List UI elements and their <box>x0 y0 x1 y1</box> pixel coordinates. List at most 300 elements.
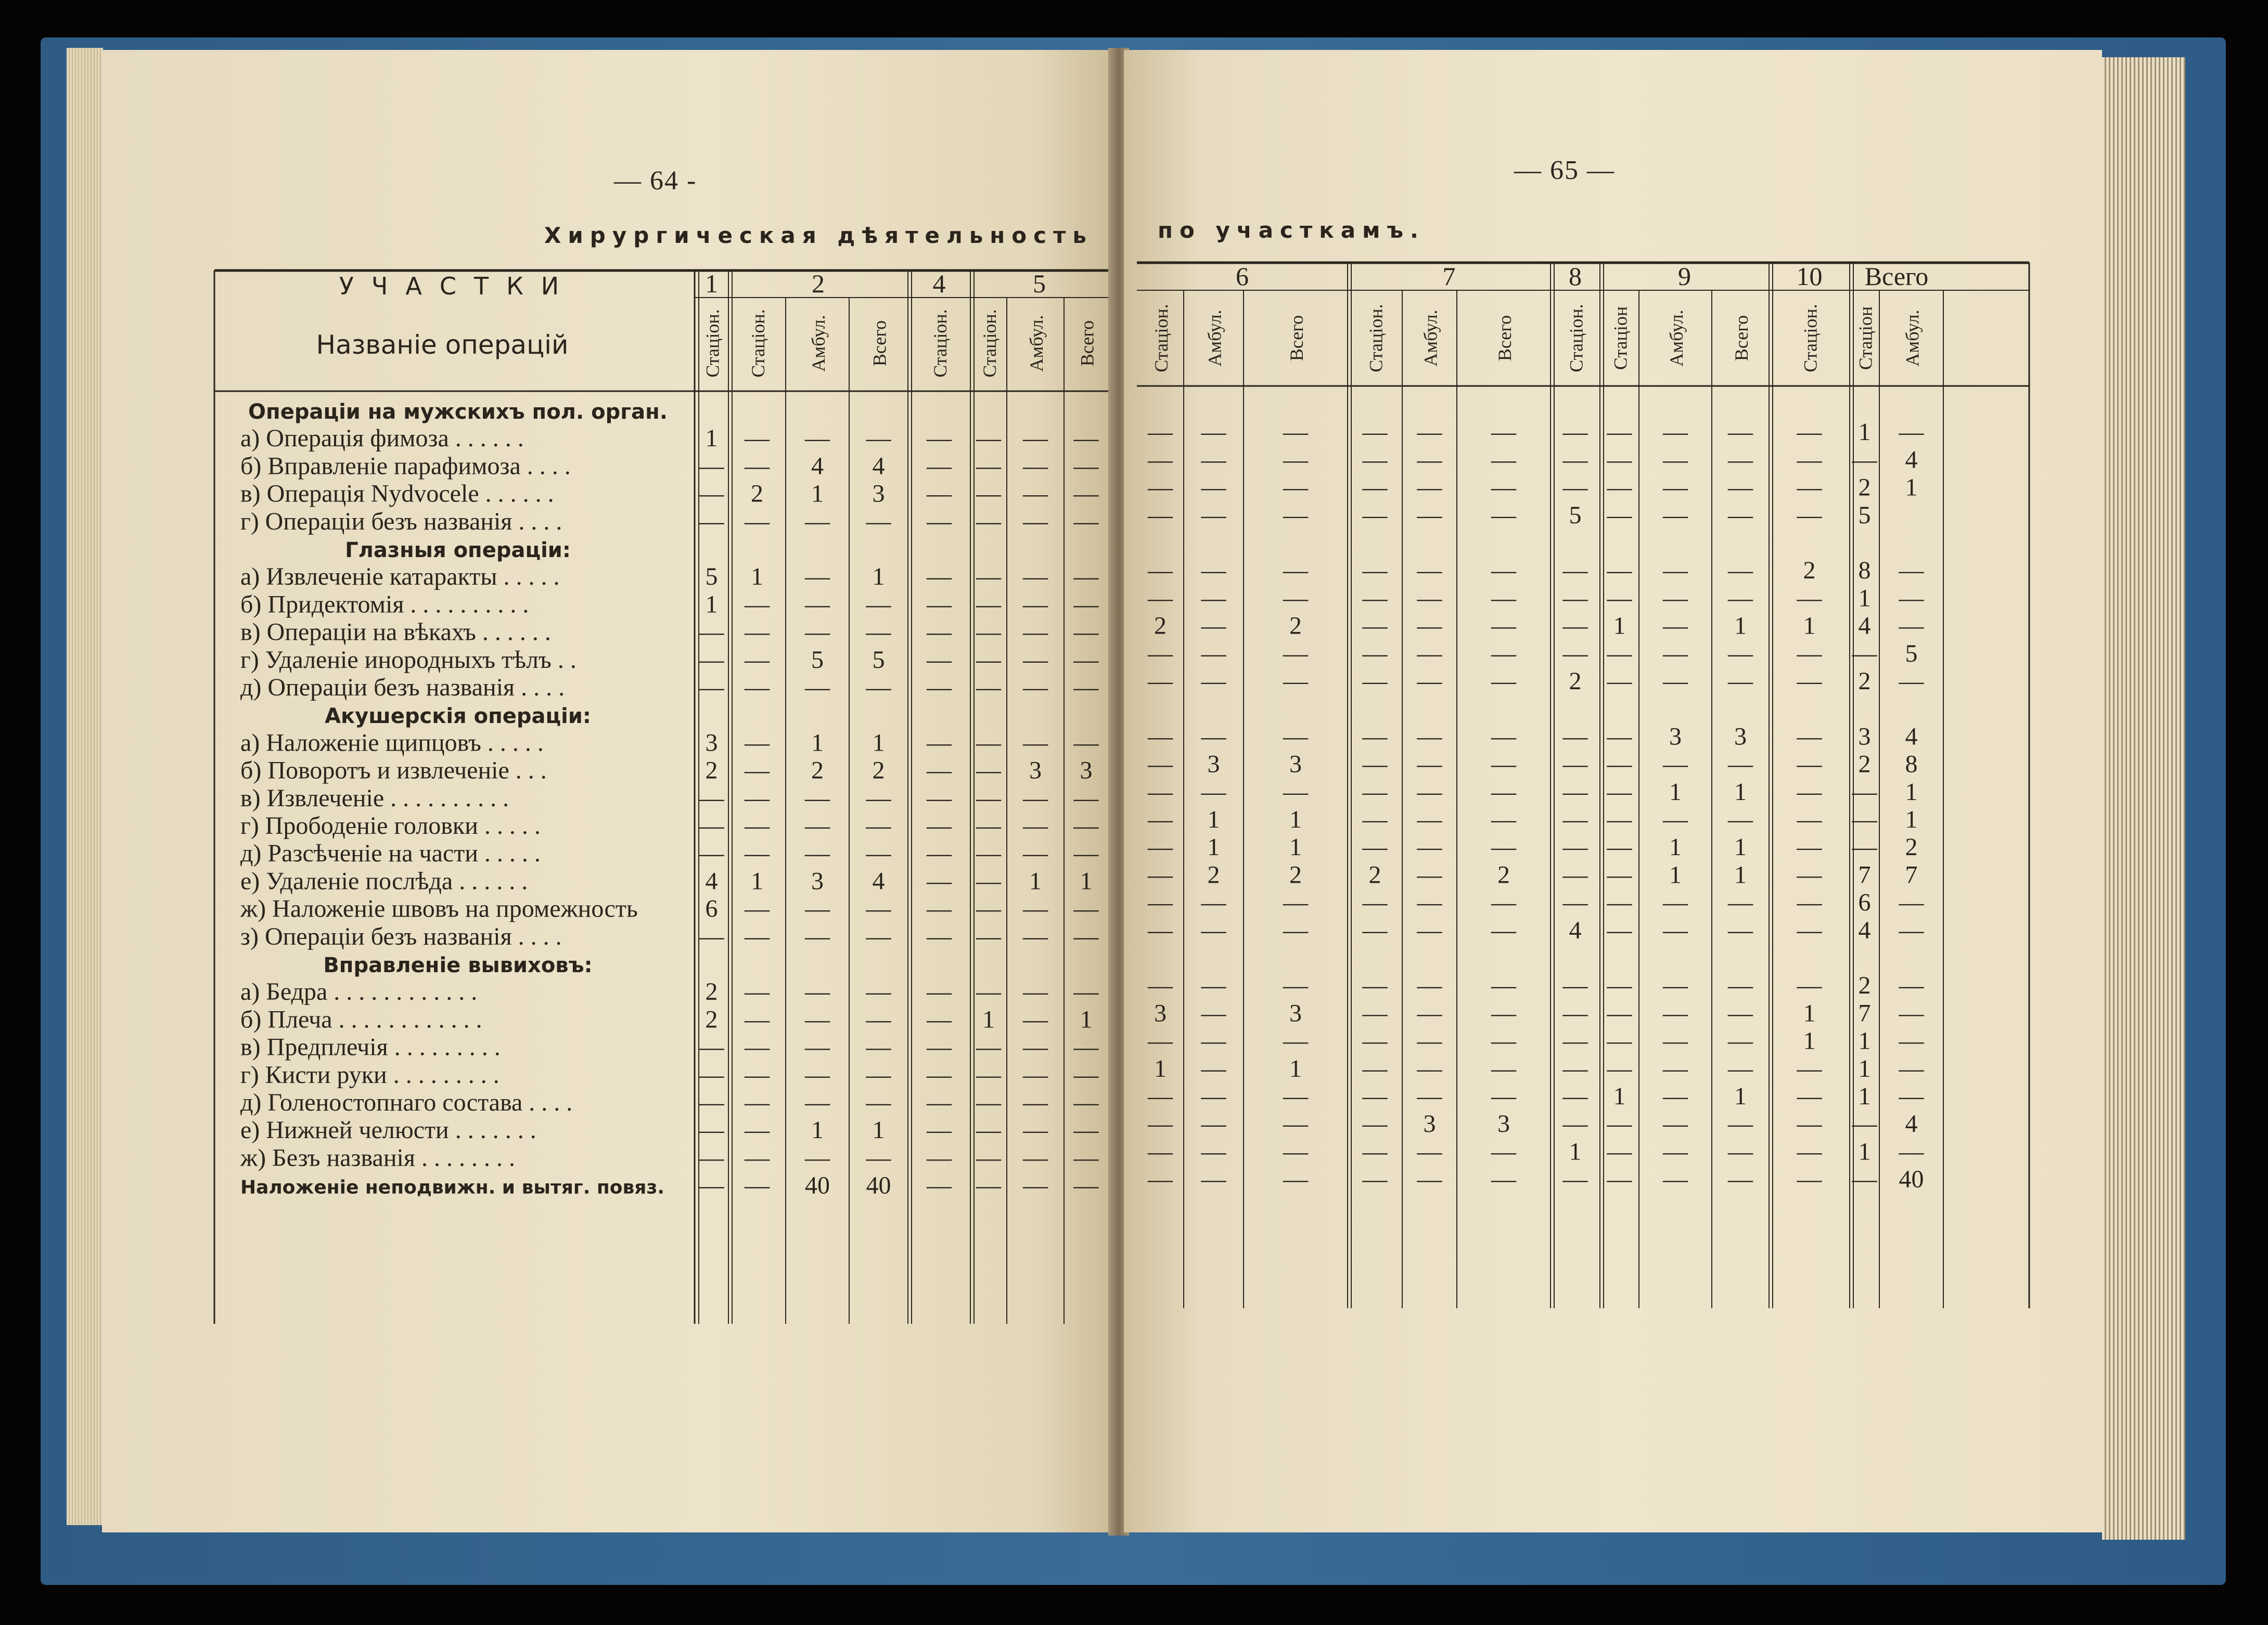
table-cell: — <box>805 424 830 453</box>
table-cell: — <box>1073 452 1099 480</box>
table-cell: — <box>1023 784 1048 812</box>
table-cell: — <box>1073 507 1099 535</box>
table-cell: — <box>1607 1138 1632 1166</box>
table-cell: — <box>1023 424 1048 453</box>
subcolumn-header-right: Всего <box>1494 315 1515 362</box>
table-cell: — <box>866 1061 891 1089</box>
table-cell: — <box>866 812 891 840</box>
table-cell: — <box>805 1089 830 1116</box>
row-label: г) Операціи безъ названія . . . . <box>240 507 562 535</box>
table-cell: — <box>805 1061 830 1089</box>
table-cell: — <box>1023 978 1048 1006</box>
table-cell: — <box>976 480 1001 508</box>
table-cell: 2 <box>705 1005 718 1034</box>
table-cell: — <box>976 867 1001 895</box>
group-header-right: 8 <box>1569 262 1582 291</box>
table-cell: — <box>1797 1082 1822 1110</box>
table-cell: — <box>1417 584 1442 612</box>
table-cell: — <box>1562 778 1588 806</box>
table-cell: — <box>976 452 1001 480</box>
table-cell: — <box>927 840 952 868</box>
table-cell: — <box>1797 1138 1822 1166</box>
subcolumn-header-right: Стаціон <box>1855 306 1876 370</box>
table-cell: 4 <box>705 867 718 895</box>
table-cell: — <box>1562 418 1588 446</box>
table-cell: 1 <box>811 729 824 757</box>
table-cell: — <box>1491 473 1516 501</box>
table-cell: — <box>1663 584 1688 612</box>
table-cell: — <box>1283 778 1308 806</box>
table-cell: 2 <box>1858 972 1871 1000</box>
table-cell: — <box>1073 674 1099 701</box>
subcolumn-header-left: Стаціон. <box>930 309 951 378</box>
table-cell: — <box>1023 1171 1048 1200</box>
table-cell: — <box>1852 1110 1877 1138</box>
table-cell: — <box>1148 1138 1173 1166</box>
table-cell: — <box>1607 1110 1632 1138</box>
table-cell: — <box>927 1171 952 1200</box>
table-cell: — <box>1663 1027 1688 1055</box>
table-cell: — <box>1362 612 1388 640</box>
row-label: е) Нижней челюсти . . . . . . . <box>240 1116 536 1144</box>
table-cell: 1 <box>1029 867 1042 895</box>
table-cell: — <box>1728 446 1753 474</box>
row-label: ж) Наложеніе швовъ на промежность <box>240 895 638 923</box>
table-cell: 4 <box>811 452 824 480</box>
table-cell: — <box>1148 723 1173 751</box>
table-cell: — <box>1491 888 1516 917</box>
subcolumn-header-left: Амбул. <box>808 315 829 372</box>
table-cell: — <box>1417 972 1442 1000</box>
table-cell: — <box>1417 667 1442 695</box>
table-cell: 4 <box>1569 916 1582 944</box>
table-cell: 1 <box>1154 1054 1167 1082</box>
table-cell: — <box>1362 999 1388 1027</box>
table-cell: — <box>745 812 770 840</box>
table-cell: — <box>1663 888 1688 917</box>
table-cell: 1 <box>811 1116 824 1144</box>
table-cell: 5 <box>1569 501 1582 529</box>
table-cell: 4 <box>1858 916 1871 944</box>
table-cell: — <box>1607 723 1632 751</box>
corner-header-bottom: Названіе операцій <box>316 330 569 360</box>
table-cell: — <box>1201 1110 1226 1138</box>
subcolumn-header-left: Всего <box>1077 320 1098 367</box>
table-cell: — <box>1663 916 1688 944</box>
row-label: д) Голеностопнаго состава . . . . <box>240 1089 573 1116</box>
table-cell: 4 <box>872 867 885 895</box>
table-cell: 1 <box>705 590 718 618</box>
right-page-number: — 65 — <box>1514 156 1615 185</box>
table-cell: — <box>1607 639 1632 667</box>
table-cell: — <box>1562 1027 1588 1055</box>
table-cell: 6 <box>705 895 718 923</box>
table-cell: — <box>699 480 724 508</box>
table-cell: 1 <box>1734 861 1747 889</box>
table-cell: — <box>1148 1110 1173 1138</box>
table-cell: — <box>1023 922 1048 950</box>
table-cell: — <box>927 1144 952 1172</box>
table-cell: — <box>1417 999 1442 1027</box>
table-cell: — <box>1607 473 1632 501</box>
table-cell: — <box>927 452 952 480</box>
table-cell: — <box>866 590 891 618</box>
table-cell: 4 <box>1905 1110 1918 1138</box>
table-cell: 1 <box>872 563 885 591</box>
table-cell: — <box>1562 1165 1588 1193</box>
row-label: в) Извлеченіе . . . . . . . . . . <box>240 784 509 812</box>
table-cell: — <box>1201 418 1226 446</box>
table-cell: — <box>1562 861 1588 889</box>
table-cell: — <box>1663 1138 1688 1166</box>
table-cell: — <box>1148 557 1173 585</box>
table-cell: 1 <box>1858 418 1871 446</box>
table-cell: — <box>1362 833 1388 861</box>
table-cell: — <box>927 1116 952 1144</box>
table-cell: — <box>1023 618 1048 646</box>
table-cell: — <box>927 563 952 591</box>
table-cell: — <box>976 756 1001 784</box>
table-cell: — <box>927 756 952 784</box>
table-cell: — <box>1362 418 1388 446</box>
table-cell: — <box>805 784 830 812</box>
table-cell: — <box>805 507 830 535</box>
table-cell: 1 <box>1803 1027 1816 1055</box>
table-cell: — <box>745 424 770 453</box>
table-cell: — <box>1797 473 1822 501</box>
table-cell: 2 <box>1858 473 1871 501</box>
table-cell: — <box>1797 584 1822 612</box>
table-cell: — <box>1417 1054 1442 1082</box>
table-cell: 1 <box>1289 833 1302 861</box>
table-cell: 3 <box>1734 723 1747 751</box>
table-cell: — <box>1148 446 1173 474</box>
table-cell: — <box>1899 916 1924 944</box>
table-cell: 2 <box>1289 861 1302 889</box>
table-cell: — <box>699 618 724 646</box>
table-cell: — <box>1023 1089 1048 1116</box>
table-cell: — <box>1023 480 1048 508</box>
table-cell: — <box>1562 612 1588 640</box>
table-cell: — <box>1491 916 1516 944</box>
table-cell: — <box>1023 563 1048 591</box>
table-cell: — <box>1607 972 1632 1000</box>
table-cell: — <box>1491 806 1516 833</box>
table-cell: — <box>1148 806 1173 833</box>
table-cell: 40 <box>866 1171 891 1200</box>
group-header-right: 9 <box>1678 262 1691 291</box>
section-heading: Акушерскія операціи: <box>325 704 591 729</box>
table-cell: — <box>1201 1138 1226 1166</box>
table-cell: — <box>1663 806 1688 833</box>
table-cell: — <box>1491 833 1516 861</box>
table-cell: — <box>1362 639 1388 667</box>
table-cell: — <box>1607 1165 1632 1193</box>
table-cell: — <box>1201 612 1226 640</box>
table-cell: — <box>1852 446 1877 474</box>
table-cell: — <box>1562 1110 1588 1138</box>
table-cell: — <box>1562 1082 1588 1110</box>
subcolumn-header-right: Амбул. <box>1902 309 1923 367</box>
table-cell: — <box>1607 861 1632 889</box>
table-cell: — <box>1728 750 1753 778</box>
row-label: а) Бедра . . . . . . . . . . . . <box>240 978 478 1006</box>
table-cell: — <box>1797 723 1822 751</box>
table-cell: — <box>1728 972 1753 1000</box>
table-cell: — <box>1899 1082 1924 1110</box>
table-cell: — <box>976 1033 1001 1061</box>
table-cell: — <box>1562 750 1588 778</box>
table-cell: — <box>1607 557 1632 585</box>
table-cell: 7 <box>1858 861 1871 889</box>
table-cell: — <box>1607 916 1632 944</box>
table-cell: — <box>805 922 830 950</box>
table-cell: — <box>745 729 770 757</box>
table-cell: — <box>1362 473 1388 501</box>
table-cell: — <box>1491 667 1516 695</box>
table-cell: — <box>805 1005 830 1034</box>
table-cell: — <box>1562 999 1588 1027</box>
table-cell: 3 <box>811 867 824 895</box>
table-cell: — <box>1023 507 1048 535</box>
table-cell: — <box>699 1061 724 1089</box>
table-cell: — <box>1417 1165 1442 1193</box>
left-page-title: Хирургическая дѣятельность <box>544 223 1093 248</box>
table-cell: — <box>866 618 891 646</box>
table-cell: 1 <box>1669 861 1682 889</box>
subcolumn-header-right: Амбул. <box>1204 309 1225 367</box>
table-cell: 2 <box>1569 667 1582 695</box>
table-cell: — <box>699 1089 724 1116</box>
table-cell: — <box>1283 418 1308 446</box>
table-cell: 8 <box>1858 557 1871 585</box>
table-cell: — <box>1362 972 1388 1000</box>
table-cell: — <box>1201 1165 1226 1193</box>
table-cell: — <box>745 1089 770 1116</box>
table-cell: — <box>745 507 770 535</box>
table-cell: 1 <box>1858 1027 1871 1055</box>
row-label: а) Операція фимоза . . . . . . <box>240 424 524 453</box>
table-cell: — <box>805 812 830 840</box>
row-label: а) Извлеченіе катаракты . . . . . <box>240 563 560 591</box>
table-cell: — <box>1491 584 1516 612</box>
table-cell: 5 <box>811 646 824 674</box>
table-cell: — <box>1201 557 1226 585</box>
table-cell: — <box>1201 916 1226 944</box>
table-cell: — <box>1797 778 1822 806</box>
table-cell: — <box>1663 639 1688 667</box>
table-cell: — <box>1148 861 1173 889</box>
table-cell: — <box>1023 1033 1048 1061</box>
table-cell: — <box>866 1033 891 1061</box>
table-cell: — <box>699 674 724 701</box>
table-cell: — <box>927 480 952 508</box>
row-label: д) Разсѣченіе на части . . . . . <box>240 840 541 868</box>
table-cell: — <box>1023 452 1048 480</box>
table-cell: — <box>805 618 830 646</box>
table-cell: — <box>699 922 724 950</box>
table-cell: — <box>1417 1082 1442 1110</box>
table-cell: — <box>1362 557 1388 585</box>
table-cell: — <box>1023 895 1048 923</box>
table-cell: — <box>745 756 770 784</box>
section-heading: Вправленіе вывиховъ: <box>323 953 593 977</box>
table-cell: — <box>1797 972 1822 1000</box>
table-cell: — <box>1562 446 1588 474</box>
table-cell: 1 <box>705 424 718 453</box>
table-cell: — <box>1562 1054 1588 1082</box>
table-cell: 40 <box>1899 1165 1924 1193</box>
table-cell: — <box>1491 446 1516 474</box>
table-cell: — <box>1283 667 1308 695</box>
table-cell: — <box>699 507 724 535</box>
row-label: з) Операціи безъ названія . . . . <box>240 922 562 950</box>
table-cell: — <box>1562 639 1588 667</box>
table-cell: — <box>1899 1138 1924 1166</box>
table-cell: — <box>1201 888 1226 917</box>
group-header-left: 4 <box>932 269 946 298</box>
table-cell: — <box>1417 473 1442 501</box>
table-cell: — <box>1899 1027 1924 1055</box>
table-cell: 2 <box>1207 861 1220 889</box>
table-cell: — <box>1491 1054 1516 1082</box>
table-cell: — <box>1728 418 1753 446</box>
row-label: а) Наложеніе щипцовъ . . . . . <box>240 729 544 757</box>
table-cell: 5 <box>1905 639 1918 667</box>
table-cell: 7 <box>1858 999 1871 1027</box>
table-cell: — <box>805 1033 830 1061</box>
table-cell: — <box>1073 1144 1099 1172</box>
table-cell: — <box>699 812 724 840</box>
table-cell: — <box>1417 861 1442 889</box>
table-cell: 1 <box>1858 1138 1871 1166</box>
table-cell: — <box>1417 639 1442 667</box>
table-cell: — <box>1201 1082 1226 1110</box>
row-label: б) Вправленіе парафимоза . . . . <box>240 452 571 480</box>
table-cell: — <box>745 674 770 701</box>
table-cell: — <box>927 1005 952 1034</box>
table-cell: — <box>976 507 1001 535</box>
table-cell: — <box>745 590 770 618</box>
table-cell: — <box>745 452 770 480</box>
table-cell: 4 <box>1858 612 1871 640</box>
table-cell: — <box>1899 972 1924 1000</box>
table-cell: — <box>745 1033 770 1061</box>
subcolumn-header-left: Стаціон. <box>979 309 1000 378</box>
table-cell: — <box>976 922 1001 950</box>
table-cell: — <box>699 1116 724 1144</box>
table-cell: — <box>1283 501 1308 529</box>
table-cell: — <box>1852 639 1877 667</box>
table-cell: — <box>927 1089 952 1116</box>
subcolumn-header-right: Всего <box>1286 315 1307 362</box>
table-cell: — <box>1797 446 1822 474</box>
table-cell: — <box>1148 972 1173 1000</box>
table-cell: — <box>805 895 830 923</box>
table-cell: — <box>1607 667 1632 695</box>
table-cell: 2 <box>1858 667 1871 695</box>
table-cell: — <box>1607 1054 1632 1082</box>
table-cell: — <box>1283 972 1308 1000</box>
row-label: в) Предплечія . . . . . . . . . <box>240 1033 501 1061</box>
table-cell: — <box>1417 1138 1442 1166</box>
table-cell: — <box>745 784 770 812</box>
table-cell: — <box>1073 1089 1099 1116</box>
table-cell: — <box>1362 806 1388 833</box>
table-cell: 4 <box>872 452 885 480</box>
table-cell: — <box>976 784 1001 812</box>
table-cell: 1 <box>1803 612 1816 640</box>
table-cell: — <box>1362 888 1388 917</box>
table-cell: — <box>1491 1027 1516 1055</box>
table-cell: — <box>1491 418 1516 446</box>
table-cell: 1 <box>751 867 763 895</box>
table-cell: — <box>1201 972 1226 1000</box>
table-cell: — <box>1663 418 1688 446</box>
table-cell: 3 <box>872 480 885 508</box>
table-cell: — <box>927 895 952 923</box>
table-cell: — <box>866 424 891 453</box>
table-cell: — <box>927 1061 952 1089</box>
table-cell: — <box>1728 1054 1753 1082</box>
table-cell: — <box>745 618 770 646</box>
table-cell: — <box>1073 563 1099 591</box>
table-cell: — <box>1607 584 1632 612</box>
table-cell: — <box>745 840 770 868</box>
group-header-right: 6 <box>1236 262 1249 291</box>
table-cell: — <box>1201 473 1226 501</box>
table-cell: 1 <box>1734 612 1747 640</box>
table-cell: — <box>1899 1054 1924 1082</box>
table-cell: 1 <box>872 1116 885 1144</box>
table-cell: — <box>1148 1165 1173 1193</box>
table-cell: — <box>1607 501 1632 529</box>
table-cell: — <box>1073 784 1099 812</box>
table-cell: — <box>699 784 724 812</box>
table-cell: — <box>1797 667 1822 695</box>
table-cell: 4 <box>1905 446 1918 474</box>
table-cell: — <box>1797 888 1822 917</box>
left-page-number: — 64 - <box>614 166 697 196</box>
table-cell: — <box>866 1144 891 1172</box>
table-cell: 1 <box>1669 778 1682 806</box>
table-cell: — <box>927 424 952 453</box>
table-cell: — <box>1663 750 1688 778</box>
table-cell: — <box>976 1144 1001 1172</box>
table-cell: 2 <box>1368 861 1381 889</box>
row-label: б) Плеча . . . . . . . . . . . . <box>240 1005 482 1034</box>
table-cell: — <box>1899 418 1924 446</box>
table-cell: 1 <box>1569 1138 1582 1166</box>
table-cell: — <box>1491 1165 1516 1193</box>
table-cell: — <box>866 895 891 923</box>
table-cell: — <box>1607 778 1632 806</box>
row-label: г) Удаленіе инородныхъ тѣлъ . . <box>240 646 576 674</box>
table-cell: — <box>976 1171 1001 1200</box>
table-cell: — <box>1201 639 1226 667</box>
table-cell: — <box>745 1061 770 1089</box>
group-header-right: 7 <box>1442 262 1456 291</box>
table-cell: — <box>1148 1082 1173 1110</box>
table-cell: — <box>1562 557 1588 585</box>
table-cell: — <box>1023 729 1048 757</box>
subcolumn-header-right: Всего <box>1731 315 1752 362</box>
table-cell: 1 <box>751 563 763 591</box>
table-cell: — <box>699 1033 724 1061</box>
table-cell: — <box>1417 916 1442 944</box>
table-cell: — <box>805 840 830 868</box>
table-cell: — <box>927 618 952 646</box>
